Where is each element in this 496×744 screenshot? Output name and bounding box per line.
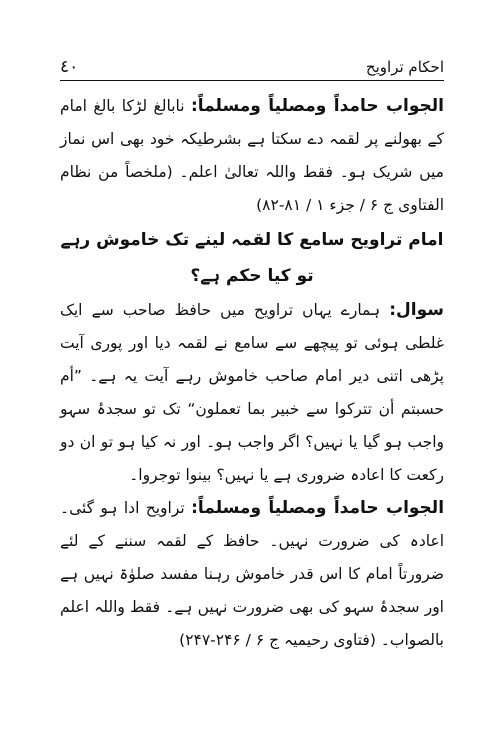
answer-label-1: الجواب حامداً ومصلیاً ومسلماً: xyxy=(190,96,444,116)
section-heading: امام تراویح سامع کا لقمہ لینے تک خاموش رہے تو کیا حکم ہے؟ xyxy=(60,230,444,286)
page-header xyxy=(60,56,444,78)
question-text: ہمارے یہاں تراویح میں حافظ صاحب سے ایک غلطی ہوئی تو پیچھے سے سامع نے لقمہ دیا اور پوری آیت پڑھی اتنی دیر امام صاحب خاموش رہے آیت یہ ہے۔ ”أم حسبتم أن تترکوا سے خبیر بما تعملون“ تک تو سجدۂ سہو واجب ہو گیا یا نہیں؟ اگر واجب ہو۔ اور نہ کیا ہو تو ان دو رکعت کا اعادہ ضروری ہے یا نہیں؟ بینوا توجروا۔ xyxy=(60,301,444,484)
answer-paragraph-1 xyxy=(60,90,444,222)
answer-text-1: نابالغ لڑکا بالغ امام کے بھولنے پر لقمہ دے سکتا ہے بشرطیکہ خود بھی اس نماز میں شریک ہو۔ فقط واللہ تعالیٰ اعلم۔ (ملخصاً من نظام الفتاوی ج ۶ / جزء ۱ / ۸۱-۸۲) xyxy=(60,97,444,214)
book-title: احکام تراویح xyxy=(365,58,444,76)
header-rule xyxy=(60,80,444,81)
question-label: سوال: xyxy=(389,300,444,320)
page-content xyxy=(60,90,444,657)
page-number: ٤٠ xyxy=(60,57,79,77)
answer-label-2: الجواب حامداً ومصلیاً ومسلماً: xyxy=(191,498,445,518)
question-paragraph xyxy=(60,294,444,492)
answer-paragraph-2 xyxy=(60,492,444,657)
answer-text-2: تراویح ادا ہو گئی۔ اعادہ کی ضرورت نہیں۔ حافظ کے لقمہ سننے کے لئے ضرورتاً امام کا اس قدر خاموش رہنا مفسد صلوٰۃ نہیں ہے اور سجدۂ سہو کی بھی ضرورت نہیں ہے۔ فقط واللہ اعلم بالصواب۔ (فتاوی رحیمیہ ج ۶ / ۲۴۶-۲۴۷) xyxy=(60,499,444,649)
